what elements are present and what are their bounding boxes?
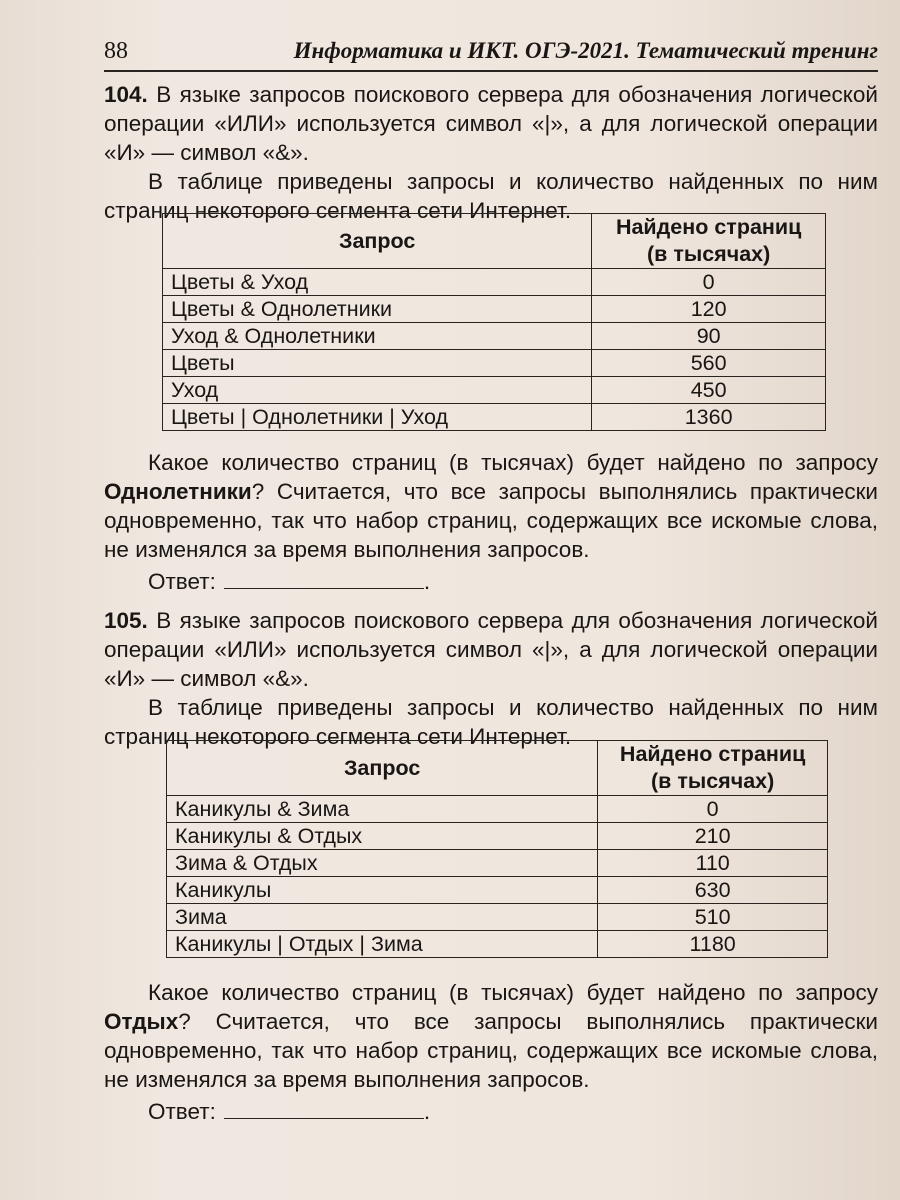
table-row	[163, 296, 826, 323]
found-cell: 1180	[598, 931, 828, 958]
answer-label: Ответ:	[148, 569, 216, 594]
found-cell: 110	[598, 850, 828, 877]
task-104-intro	[104, 80, 878, 167]
table-row	[163, 269, 826, 296]
table-row	[167, 877, 828, 904]
found-cell: 450	[592, 377, 826, 404]
col-query-header: Запрос	[167, 741, 598, 796]
answer-105: Ответ: .	[148, 1096, 430, 1125]
query-cell: Уход	[163, 377, 592, 404]
running-title: Информатика и ИКТ. ОГЭ-2021. Тематический тренинг	[293, 38, 878, 63]
answer-blank[interactable]	[224, 1096, 424, 1119]
page-header	[104, 36, 878, 72]
query-cell: Зима	[167, 904, 598, 931]
table-row	[163, 377, 826, 404]
query-cell: Зима & Отдых	[167, 850, 598, 877]
query-cell: Каникулы	[167, 877, 598, 904]
query-cell: Цветы & Однолетники	[163, 296, 592, 323]
table-intro: В таблице приведены запросы и количество найденных по ним страниц некоторого сегмента сети Интернет.	[104, 169, 878, 223]
question-text: Какое количество страниц (в тысячах) будет найдено по запросу Отдых? Считается, что все запросы выполнялись практически одновременно, так что набор страниц, содержащих все искомые слова, не изменялся за время выполнения запросов.	[104, 980, 878, 1092]
task-105	[104, 606, 878, 751]
question-keyword: Однолетники	[104, 479, 252, 504]
table-row	[167, 931, 828, 958]
table-header-row	[167, 741, 828, 796]
query-cell: Цветы	[163, 350, 592, 377]
table-row	[167, 850, 828, 877]
query-cell: Каникулы | Отдых | Зима	[167, 931, 598, 958]
found-cell: 560	[592, 350, 826, 377]
query-cell: Цветы | Однолетники | Уход	[163, 404, 592, 431]
answer-blank[interactable]	[224, 566, 424, 589]
query-table-104	[162, 213, 826, 431]
table-row	[163, 404, 826, 431]
query-cell: Цветы & Уход	[163, 269, 592, 296]
query-cell: Каникулы & Зима	[167, 796, 598, 823]
table-row	[163, 323, 826, 350]
query-cell: Каникулы & Отдых	[167, 823, 598, 850]
found-cell: 120	[592, 296, 826, 323]
query-cell: Уход & Однолетники	[163, 323, 592, 350]
task-104-question	[104, 448, 878, 564]
task-intro-text: В языке запросов поискового сервера для обозначения логической операции «ИЛИ» используется символ «|», а для логической операции «И» — символ «&».	[104, 608, 878, 691]
answer-104: Ответ: .	[148, 566, 430, 595]
task-105-question	[104, 978, 878, 1094]
task-intro-text: В языке запросов поискового сервера для обозначения логической операции «ИЛИ» используется символ «|», а для логической операции «И» — символ «&».	[104, 82, 878, 165]
table-intro: В таблице приведены запросы и количество найденных по ним страниц некоторого сегмента сети Интернет.	[104, 695, 878, 749]
found-cell: 1360	[592, 404, 826, 431]
found-cell: 510	[598, 904, 828, 931]
table-row	[167, 796, 828, 823]
col-found-header: Найдено страниц (в тысячах)	[598, 741, 828, 796]
col-query-header: Запрос	[163, 214, 592, 269]
col-found-header: Найдено страниц (в тысячах)	[592, 214, 826, 269]
found-cell: 0	[592, 269, 826, 296]
task-number: 104.	[104, 82, 148, 107]
task-105-intro	[104, 606, 878, 693]
table-row	[163, 350, 826, 377]
found-cell: 630	[598, 877, 828, 904]
table-row	[167, 823, 828, 850]
page-number: 88	[104, 38, 128, 64]
task-number: 105.	[104, 608, 148, 633]
found-cell: 0	[598, 796, 828, 823]
found-cell: 210	[598, 823, 828, 850]
table-row	[167, 904, 828, 931]
query-table-105	[166, 740, 828, 958]
question-text: Какое количество страниц (в тысячах) будет найдено по запросу Однолетники? Считается, что все запросы выполнялись практически одновременно, так что набор страниц, содержащих все искомые слова, не изменялся за время выполнения запросов.	[104, 450, 878, 562]
answer-label: Ответ:	[148, 1099, 216, 1124]
task-104	[104, 80, 878, 225]
table-header-row	[163, 214, 826, 269]
found-cell: 90	[592, 323, 826, 350]
question-keyword: Отдых	[104, 1009, 179, 1034]
